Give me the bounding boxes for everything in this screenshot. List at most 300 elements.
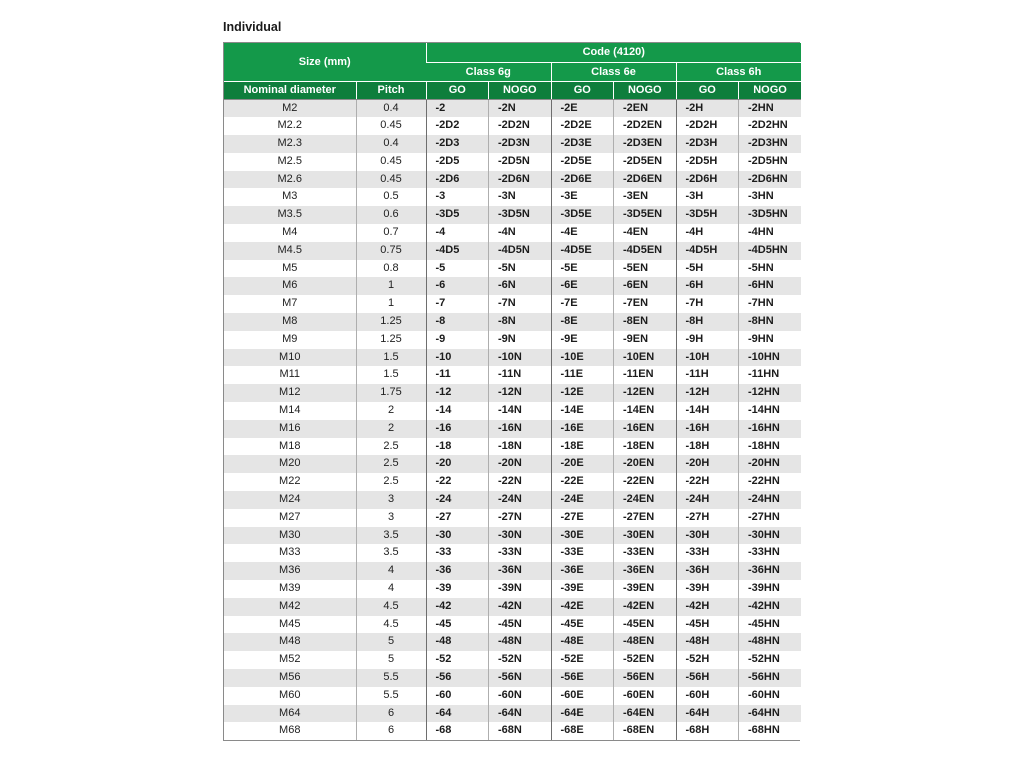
nogo-6h-cell: -18HN bbox=[739, 438, 802, 456]
nogo-6h-cell: -11HN bbox=[739, 366, 802, 384]
go-6h-cell: -27H bbox=[676, 509, 739, 527]
nogo-6g-cell: -3N bbox=[489, 188, 552, 206]
nominal-diameter-cell: M11 bbox=[224, 366, 356, 384]
go-6g-cell: -3 bbox=[426, 188, 489, 206]
table-row bbox=[224, 420, 801, 438]
code-group-header: Code (4120) bbox=[426, 43, 801, 62]
nogo-6e-cell: -3D5EN bbox=[614, 206, 677, 224]
nogo-6g-cell: -27N bbox=[489, 509, 552, 527]
nogo-6g-cell: -5N bbox=[489, 260, 552, 278]
nogo-6g-cell: -11N bbox=[489, 366, 552, 384]
nominal-diameter-cell: M5 bbox=[224, 260, 356, 278]
nogo-6e-cell: -27EN bbox=[614, 509, 677, 527]
nogo-6g-cell: -2N bbox=[489, 99, 552, 117]
nominal-diameter-cell: M68 bbox=[224, 722, 356, 740]
go-6h-cell: -11H bbox=[676, 366, 739, 384]
table-row bbox=[224, 705, 801, 723]
nogo-6g-cell: -6N bbox=[489, 277, 552, 295]
table-row bbox=[224, 384, 801, 402]
go-6g-cell: -22 bbox=[426, 473, 489, 491]
go-6g-cell: -9 bbox=[426, 331, 489, 349]
nogo-6h-cell: -4D5HN bbox=[739, 242, 802, 260]
nominal-diameter-cell: M3.5 bbox=[224, 206, 356, 224]
nominal-diameter-cell: M36 bbox=[224, 562, 356, 580]
nominal-diameter-cell: M24 bbox=[224, 491, 356, 509]
nogo-6g-cell: -14N bbox=[489, 402, 552, 420]
go-6e-cell: -7E bbox=[551, 295, 614, 313]
go-6e-cell: -3D5E bbox=[551, 206, 614, 224]
pitch-cell: 1 bbox=[356, 277, 426, 295]
nominal-diameter-cell: M20 bbox=[224, 455, 356, 473]
go-6h-cell: -20H bbox=[676, 455, 739, 473]
nogo-6e-cell: -9EN bbox=[614, 331, 677, 349]
go-6e-cell: -8E bbox=[551, 313, 614, 331]
nogo-6h-cell: -48HN bbox=[739, 633, 802, 651]
pitch-cell: 0.75 bbox=[356, 242, 426, 260]
table-header bbox=[224, 43, 801, 99]
go-6h-cell: -16H bbox=[676, 420, 739, 438]
go-6h-cell: -2D6H bbox=[676, 171, 739, 189]
nogo-6h-cell: -8HN bbox=[739, 313, 802, 331]
go-6h-cell: -68H bbox=[676, 722, 739, 740]
pitch-cell: 5.5 bbox=[356, 687, 426, 705]
go-6g-cell: -27 bbox=[426, 509, 489, 527]
pitch-cell: 1.5 bbox=[356, 366, 426, 384]
nogo-6g-cell: -30N bbox=[489, 527, 552, 545]
nogo-6g-cell: -56N bbox=[489, 669, 552, 687]
nogo-6h-cell: -9HN bbox=[739, 331, 802, 349]
nogo-6g-cell: -4N bbox=[489, 224, 552, 242]
nominal-diameter-cell: M16 bbox=[224, 420, 356, 438]
nominal-diameter-header: Nominal diameter bbox=[224, 81, 356, 99]
table-row bbox=[224, 188, 801, 206]
pitch-cell: 2 bbox=[356, 420, 426, 438]
nogo-6h-cell: -2D5HN bbox=[739, 153, 802, 171]
table-row bbox=[224, 135, 801, 153]
go-6g-cell: -33 bbox=[426, 544, 489, 562]
go-6g-cell: -4 bbox=[426, 224, 489, 242]
nogo-6e-cell: -18EN bbox=[614, 438, 677, 456]
nogo-6e-cell: -2D2EN bbox=[614, 117, 677, 135]
go-header-6g: GO bbox=[426, 81, 489, 99]
nogo-6h-cell: -27HN bbox=[739, 509, 802, 527]
nogo-6e-cell: -39EN bbox=[614, 580, 677, 598]
go-header-6e: GO bbox=[551, 81, 614, 99]
nogo-6e-cell: -68EN bbox=[614, 722, 677, 740]
table-row bbox=[224, 331, 801, 349]
go-6e-cell: -2D3E bbox=[551, 135, 614, 153]
go-6e-cell: -64E bbox=[551, 705, 614, 723]
pitch-cell: 4 bbox=[356, 580, 426, 598]
nogo-6h-cell: -45HN bbox=[739, 616, 802, 634]
go-6h-cell: -42H bbox=[676, 598, 739, 616]
nogo-6h-cell: -5HN bbox=[739, 260, 802, 278]
table-row bbox=[224, 598, 801, 616]
nogo-6g-cell: -52N bbox=[489, 651, 552, 669]
nogo-6h-cell: -22HN bbox=[739, 473, 802, 491]
header-row-groups bbox=[224, 43, 801, 62]
nominal-diameter-cell: M12 bbox=[224, 384, 356, 402]
pitch-cell: 0.7 bbox=[356, 224, 426, 242]
go-6g-cell: -5 bbox=[426, 260, 489, 278]
go-6e-cell: -20E bbox=[551, 455, 614, 473]
go-6h-cell: -48H bbox=[676, 633, 739, 651]
nogo-6e-cell: -2D5EN bbox=[614, 153, 677, 171]
nominal-diameter-cell: M4 bbox=[224, 224, 356, 242]
table-row bbox=[224, 491, 801, 509]
size-group-header: Size (mm) bbox=[224, 43, 426, 81]
nogo-6g-cell: -9N bbox=[489, 331, 552, 349]
nominal-diameter-cell: M2.6 bbox=[224, 171, 356, 189]
go-6h-cell: -2D2H bbox=[676, 117, 739, 135]
go-6h-cell: -3H bbox=[676, 188, 739, 206]
nominal-diameter-cell: M6 bbox=[224, 277, 356, 295]
go-6g-cell: -3D5 bbox=[426, 206, 489, 224]
table-row bbox=[224, 633, 801, 651]
nogo-6g-cell: -8N bbox=[489, 313, 552, 331]
pitch-cell: 2.5 bbox=[356, 473, 426, 491]
go-6h-cell: -10H bbox=[676, 349, 739, 367]
go-6e-cell: -2D6E bbox=[551, 171, 614, 189]
table-row bbox=[224, 509, 801, 527]
nogo-6e-cell: -2D3EN bbox=[614, 135, 677, 153]
nogo-6e-cell: -4EN bbox=[614, 224, 677, 242]
nogo-6e-cell: -45EN bbox=[614, 616, 677, 634]
go-6h-cell: -2D3H bbox=[676, 135, 739, 153]
go-6h-cell: -33H bbox=[676, 544, 739, 562]
go-6g-cell: -11 bbox=[426, 366, 489, 384]
table-row bbox=[224, 295, 801, 313]
nogo-6g-cell: -68N bbox=[489, 722, 552, 740]
go-6h-cell: -24H bbox=[676, 491, 739, 509]
table-row bbox=[224, 153, 801, 171]
nogo-6e-cell: -30EN bbox=[614, 527, 677, 545]
nogo-6h-cell: -3HN bbox=[739, 188, 802, 206]
go-6h-cell: -60H bbox=[676, 687, 739, 705]
nogo-6e-cell: -3EN bbox=[614, 188, 677, 206]
go-header-6h: GO bbox=[676, 81, 739, 99]
pitch-cell: 3 bbox=[356, 509, 426, 527]
go-6e-cell: -42E bbox=[551, 598, 614, 616]
nominal-diameter-cell: M48 bbox=[224, 633, 356, 651]
nogo-6e-cell: -5EN bbox=[614, 260, 677, 278]
table-row bbox=[224, 402, 801, 420]
nominal-diameter-cell: M14 bbox=[224, 402, 356, 420]
table-row bbox=[224, 349, 801, 367]
nogo-6h-cell: -10HN bbox=[739, 349, 802, 367]
nogo-6g-cell: -2D2N bbox=[489, 117, 552, 135]
go-6h-cell: -4H bbox=[676, 224, 739, 242]
go-6g-cell: -64 bbox=[426, 705, 489, 723]
pitch-cell: 4.5 bbox=[356, 598, 426, 616]
go-6g-cell: -68 bbox=[426, 722, 489, 740]
nogo-6e-cell: -33EN bbox=[614, 544, 677, 562]
page-title: Individual bbox=[223, 20, 282, 34]
size-code-table-wrap bbox=[223, 42, 800, 741]
go-6g-cell: -20 bbox=[426, 455, 489, 473]
nogo-6g-cell: -60N bbox=[489, 687, 552, 705]
pitch-cell: 0.8 bbox=[356, 260, 426, 278]
nogo-6g-cell: -39N bbox=[489, 580, 552, 598]
pitch-cell: 1.25 bbox=[356, 331, 426, 349]
nogo-6e-cell: -20EN bbox=[614, 455, 677, 473]
go-6e-cell: -60E bbox=[551, 687, 614, 705]
pitch-cell: 3 bbox=[356, 491, 426, 509]
nominal-diameter-cell: M4.5 bbox=[224, 242, 356, 260]
nogo-6g-cell: -4D5N bbox=[489, 242, 552, 260]
nogo-6h-cell: -60HN bbox=[739, 687, 802, 705]
table-row bbox=[224, 544, 801, 562]
pitch-cell: 0.45 bbox=[356, 153, 426, 171]
go-6e-cell: -36E bbox=[551, 562, 614, 580]
pitch-cell: 2 bbox=[356, 402, 426, 420]
nogo-6h-cell: -20HN bbox=[739, 455, 802, 473]
table-row bbox=[224, 527, 801, 545]
go-6h-cell: -3D5H bbox=[676, 206, 739, 224]
go-6h-cell: -6H bbox=[676, 277, 739, 295]
pitch-cell: 1 bbox=[356, 295, 426, 313]
nominal-diameter-cell: M7 bbox=[224, 295, 356, 313]
go-6g-cell: -52 bbox=[426, 651, 489, 669]
nogo-header-6h: NOGO bbox=[739, 81, 802, 99]
nogo-6g-cell: -12N bbox=[489, 384, 552, 402]
pitch-cell: 3.5 bbox=[356, 527, 426, 545]
nogo-6h-cell: -2D3HN bbox=[739, 135, 802, 153]
nominal-diameter-cell: M2.5 bbox=[224, 153, 356, 171]
nominal-diameter-cell: M10 bbox=[224, 349, 356, 367]
nogo-6e-cell: -7EN bbox=[614, 295, 677, 313]
go-6g-cell: -30 bbox=[426, 527, 489, 545]
nogo-6h-cell: -12HN bbox=[739, 384, 802, 402]
nominal-diameter-cell: M27 bbox=[224, 509, 356, 527]
go-6g-cell: -14 bbox=[426, 402, 489, 420]
go-6e-cell: -18E bbox=[551, 438, 614, 456]
go-6h-cell: -45H bbox=[676, 616, 739, 634]
nogo-6h-cell: -64HN bbox=[739, 705, 802, 723]
nogo-6e-cell: -52EN bbox=[614, 651, 677, 669]
go-6e-cell: -22E bbox=[551, 473, 614, 491]
nogo-6g-cell: -20N bbox=[489, 455, 552, 473]
go-6e-cell: -4D5E bbox=[551, 242, 614, 260]
table-row bbox=[224, 455, 801, 473]
table-row bbox=[224, 260, 801, 278]
nogo-6e-cell: -14EN bbox=[614, 402, 677, 420]
table-row bbox=[224, 313, 801, 331]
go-6e-cell: -10E bbox=[551, 349, 614, 367]
go-6e-cell: -6E bbox=[551, 277, 614, 295]
pitch-cell: 0.5 bbox=[356, 188, 426, 206]
nogo-6g-cell: -48N bbox=[489, 633, 552, 651]
table-row bbox=[224, 669, 801, 687]
nominal-diameter-cell: M33 bbox=[224, 544, 356, 562]
table-row bbox=[224, 171, 801, 189]
go-6e-cell: -3E bbox=[551, 188, 614, 206]
go-6h-cell: -2D5H bbox=[676, 153, 739, 171]
nogo-6h-cell: -30HN bbox=[739, 527, 802, 545]
go-6g-cell: -7 bbox=[426, 295, 489, 313]
go-6e-cell: -52E bbox=[551, 651, 614, 669]
nogo-6e-cell: -12EN bbox=[614, 384, 677, 402]
nogo-6g-cell: -33N bbox=[489, 544, 552, 562]
go-6h-cell: -56H bbox=[676, 669, 739, 687]
nogo-6g-cell: -64N bbox=[489, 705, 552, 723]
go-6e-cell: -2D2E bbox=[551, 117, 614, 135]
go-6h-cell: -22H bbox=[676, 473, 739, 491]
go-6g-cell: -2D3 bbox=[426, 135, 489, 153]
nogo-6e-cell: -24EN bbox=[614, 491, 677, 509]
pitch-cell: 2.5 bbox=[356, 438, 426, 456]
nogo-6g-cell: -45N bbox=[489, 616, 552, 634]
go-6h-cell: -36H bbox=[676, 562, 739, 580]
nominal-diameter-cell: M22 bbox=[224, 473, 356, 491]
nogo-6e-cell: -10EN bbox=[614, 349, 677, 367]
nogo-6h-cell: -7HN bbox=[739, 295, 802, 313]
nogo-6h-cell: -4HN bbox=[739, 224, 802, 242]
go-6e-cell: -48E bbox=[551, 633, 614, 651]
nogo-6g-cell: -2D5N bbox=[489, 153, 552, 171]
go-6e-cell: -16E bbox=[551, 420, 614, 438]
go-6e-cell: -5E bbox=[551, 260, 614, 278]
pitch-cell: 6 bbox=[356, 705, 426, 723]
go-6g-cell: -6 bbox=[426, 277, 489, 295]
go-6h-cell: -64H bbox=[676, 705, 739, 723]
nogo-6h-cell: -39HN bbox=[739, 580, 802, 598]
nogo-6g-cell: -22N bbox=[489, 473, 552, 491]
nogo-6e-cell: -2EN bbox=[614, 99, 677, 117]
table-body bbox=[224, 99, 801, 740]
table-row bbox=[224, 242, 801, 260]
go-6g-cell: -18 bbox=[426, 438, 489, 456]
nominal-diameter-cell: M39 bbox=[224, 580, 356, 598]
nominal-diameter-cell: M2 bbox=[224, 99, 356, 117]
nogo-6g-cell: -7N bbox=[489, 295, 552, 313]
table-row bbox=[224, 206, 801, 224]
class-6h-header: Class 6h bbox=[676, 62, 801, 81]
nogo-6e-cell: -36EN bbox=[614, 562, 677, 580]
nogo-6g-cell: -42N bbox=[489, 598, 552, 616]
go-6e-cell: -24E bbox=[551, 491, 614, 509]
nogo-6h-cell: -14HN bbox=[739, 402, 802, 420]
pitch-cell: 5.5 bbox=[356, 669, 426, 687]
go-6h-cell: -18H bbox=[676, 438, 739, 456]
nogo-6g-cell: -24N bbox=[489, 491, 552, 509]
nominal-diameter-cell: M45 bbox=[224, 616, 356, 634]
go-6g-cell: -39 bbox=[426, 580, 489, 598]
nogo-6h-cell: -2HN bbox=[739, 99, 802, 117]
nogo-6e-cell: -8EN bbox=[614, 313, 677, 331]
go-6h-cell: -9H bbox=[676, 331, 739, 349]
nogo-6h-cell: -36HN bbox=[739, 562, 802, 580]
go-6e-cell: -30E bbox=[551, 527, 614, 545]
nogo-header-6g: NOGO bbox=[489, 81, 552, 99]
go-6g-cell: -2D6 bbox=[426, 171, 489, 189]
nominal-diameter-cell: M2.2 bbox=[224, 117, 356, 135]
table-row bbox=[224, 562, 801, 580]
nominal-diameter-cell: M18 bbox=[224, 438, 356, 456]
nogo-6g-cell: -36N bbox=[489, 562, 552, 580]
go-6g-cell: -4D5 bbox=[426, 242, 489, 260]
table-row bbox=[224, 99, 801, 117]
nogo-6h-cell: -33HN bbox=[739, 544, 802, 562]
go-6h-cell: -2H bbox=[676, 99, 739, 117]
go-6h-cell: -39H bbox=[676, 580, 739, 598]
class-6e-header: Class 6e bbox=[551, 62, 676, 81]
nogo-6e-cell: -6EN bbox=[614, 277, 677, 295]
go-6g-cell: -2D5 bbox=[426, 153, 489, 171]
nogo-6g-cell: -10N bbox=[489, 349, 552, 367]
nogo-6g-cell: -18N bbox=[489, 438, 552, 456]
nogo-6e-cell: -48EN bbox=[614, 633, 677, 651]
go-6h-cell: -5H bbox=[676, 260, 739, 278]
nogo-6e-cell: -42EN bbox=[614, 598, 677, 616]
table-row bbox=[224, 651, 801, 669]
nogo-6h-cell: -16HN bbox=[739, 420, 802, 438]
pitch-cell: 0.45 bbox=[356, 171, 426, 189]
nogo-6h-cell: -56HN bbox=[739, 669, 802, 687]
nogo-6e-cell: -16EN bbox=[614, 420, 677, 438]
table-row bbox=[224, 722, 801, 740]
go-6e-cell: -14E bbox=[551, 402, 614, 420]
pitch-cell: 1.25 bbox=[356, 313, 426, 331]
pitch-cell: 0.6 bbox=[356, 206, 426, 224]
go-6g-cell: -2 bbox=[426, 99, 489, 117]
go-6h-cell: -30H bbox=[676, 527, 739, 545]
go-6e-cell: -9E bbox=[551, 331, 614, 349]
go-6g-cell: -60 bbox=[426, 687, 489, 705]
pitch-cell: 5 bbox=[356, 633, 426, 651]
nogo-6h-cell: -52HN bbox=[739, 651, 802, 669]
go-6g-cell: -2D2 bbox=[426, 117, 489, 135]
table-row bbox=[224, 473, 801, 491]
nogo-6h-cell: -2D6HN bbox=[739, 171, 802, 189]
nominal-diameter-cell: M52 bbox=[224, 651, 356, 669]
nogo-6g-cell: -3D5N bbox=[489, 206, 552, 224]
nominal-diameter-cell: M8 bbox=[224, 313, 356, 331]
nogo-6h-cell: -6HN bbox=[739, 277, 802, 295]
nogo-6e-cell: -2D6EN bbox=[614, 171, 677, 189]
nominal-diameter-cell: M2.3 bbox=[224, 135, 356, 153]
table-row bbox=[224, 224, 801, 242]
nogo-6h-cell: -2D2HN bbox=[739, 117, 802, 135]
nogo-6e-cell: -64EN bbox=[614, 705, 677, 723]
go-6g-cell: -56 bbox=[426, 669, 489, 687]
nominal-diameter-cell: M3 bbox=[224, 188, 356, 206]
nogo-6e-cell: -60EN bbox=[614, 687, 677, 705]
go-6e-cell: -68E bbox=[551, 722, 614, 740]
pitch-cell: 0.45 bbox=[356, 117, 426, 135]
go-6g-cell: -36 bbox=[426, 562, 489, 580]
go-6h-cell: -52H bbox=[676, 651, 739, 669]
header-row-columns bbox=[224, 81, 801, 99]
go-6e-cell: -2D5E bbox=[551, 153, 614, 171]
nominal-diameter-cell: M9 bbox=[224, 331, 356, 349]
nogo-6e-cell: -11EN bbox=[614, 366, 677, 384]
go-6e-cell: -27E bbox=[551, 509, 614, 527]
go-6e-cell: -11E bbox=[551, 366, 614, 384]
pitch-cell: 1.5 bbox=[356, 349, 426, 367]
pitch-cell: 6 bbox=[356, 722, 426, 740]
go-6e-cell: -2E bbox=[551, 99, 614, 117]
nominal-diameter-cell: M42 bbox=[224, 598, 356, 616]
pitch-cell: 4.5 bbox=[356, 616, 426, 634]
nogo-6h-cell: -3D5HN bbox=[739, 206, 802, 224]
go-6g-cell: -42 bbox=[426, 598, 489, 616]
go-6e-cell: -39E bbox=[551, 580, 614, 598]
go-6e-cell: -12E bbox=[551, 384, 614, 402]
go-6h-cell: -14H bbox=[676, 402, 739, 420]
nogo-6g-cell: -2D3N bbox=[489, 135, 552, 153]
go-6h-cell: -12H bbox=[676, 384, 739, 402]
